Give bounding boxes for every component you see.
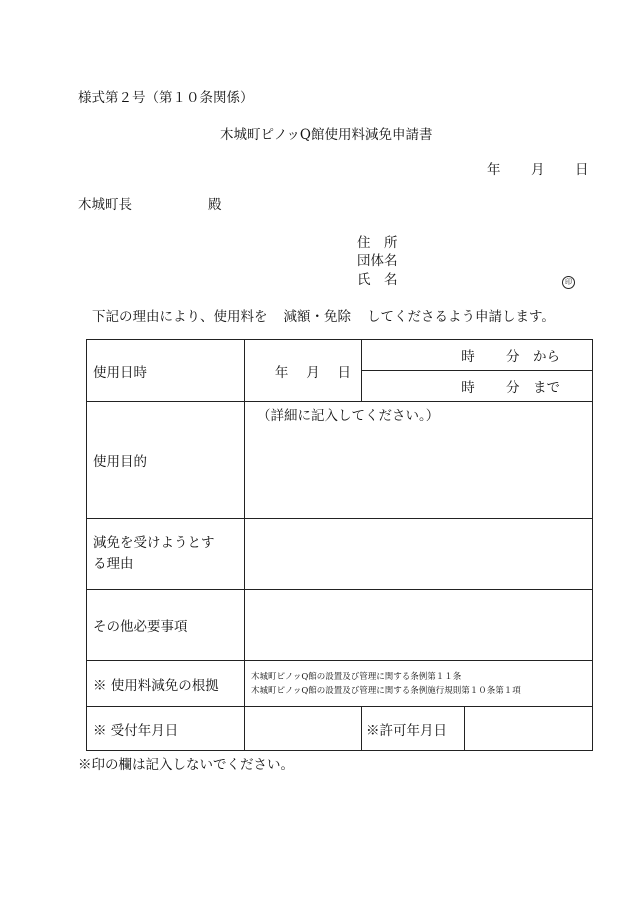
- received-date-label: ※ 受付年月日: [87, 707, 245, 751]
- basis-label: ※ 使用料減免の根拠: [87, 661, 245, 707]
- table-row: [87, 519, 593, 590]
- date-month-label: 月: [531, 162, 545, 178]
- table-row: [87, 707, 593, 751]
- usage-start-time-field[interactable]: 時 分 から: [362, 340, 593, 371]
- purpose-note: （詳細に記入してください。）: [257, 408, 440, 424]
- permitted-date-label: ※許可年月日: [362, 707, 465, 751]
- honorific: 殿: [208, 197, 222, 213]
- form-number: 様式第２号（第１０条関係）: [78, 90, 254, 106]
- purpose-field[interactable]: [245, 402, 593, 519]
- usage-end-time-field[interactable]: 時 分 まで: [362, 371, 593, 402]
- other-label: その他必要事項: [87, 590, 245, 661]
- date-day-label: 日: [575, 162, 589, 178]
- intro-sentence: [92, 305, 555, 325]
- basis-text: [245, 661, 593, 707]
- addressee: 木城町長: [78, 197, 132, 213]
- address-label: 住 所: [357, 235, 398, 251]
- organization-label: 団体名: [357, 253, 398, 269]
- intro-after: してくださるよう申請します。: [367, 309, 555, 325]
- seal-icon: 印: [562, 276, 575, 289]
- table-row: [87, 340, 593, 371]
- table-row: [87, 661, 593, 707]
- usage-datetime-label: 使用日時: [87, 340, 245, 402]
- table-row: [87, 590, 593, 661]
- reason-label-line2: る理由: [93, 556, 134, 572]
- basis-line-1: 木城町ピノッQ館の設置及び管理に関する条例第１１条: [251, 671, 462, 682]
- intro-before: 下記の理由により、使用料を: [92, 309, 268, 325]
- document-title: 木城町ピノッQ館使用料減免申請書: [220, 127, 433, 143]
- basis-line-2: 木城町ピノッQ館の設置及び管理に関する条例施行規則第１０条第１項: [251, 685, 521, 696]
- other-field[interactable]: [245, 590, 593, 661]
- footnote: ※印の欄は記入しないでください。: [78, 757, 294, 773]
- reason-label: [87, 519, 245, 590]
- received-date-field[interactable]: [245, 707, 362, 751]
- name-label: 氏 名: [357, 272, 398, 288]
- seal-mark: [562, 269, 575, 289]
- permitted-date-field[interactable]: [465, 707, 593, 751]
- usage-date-field[interactable]: 年 月 日: [245, 340, 362, 402]
- intro-options: 減額・免除: [283, 309, 351, 325]
- reason-field[interactable]: [245, 519, 593, 590]
- table-row: [87, 402, 593, 519]
- date-year-label: 年: [487, 162, 501, 178]
- reason-label-line1: 減免を受けようとす: [93, 535, 215, 551]
- application-table: [86, 339, 593, 751]
- purpose-label: 使用目的: [87, 402, 245, 519]
